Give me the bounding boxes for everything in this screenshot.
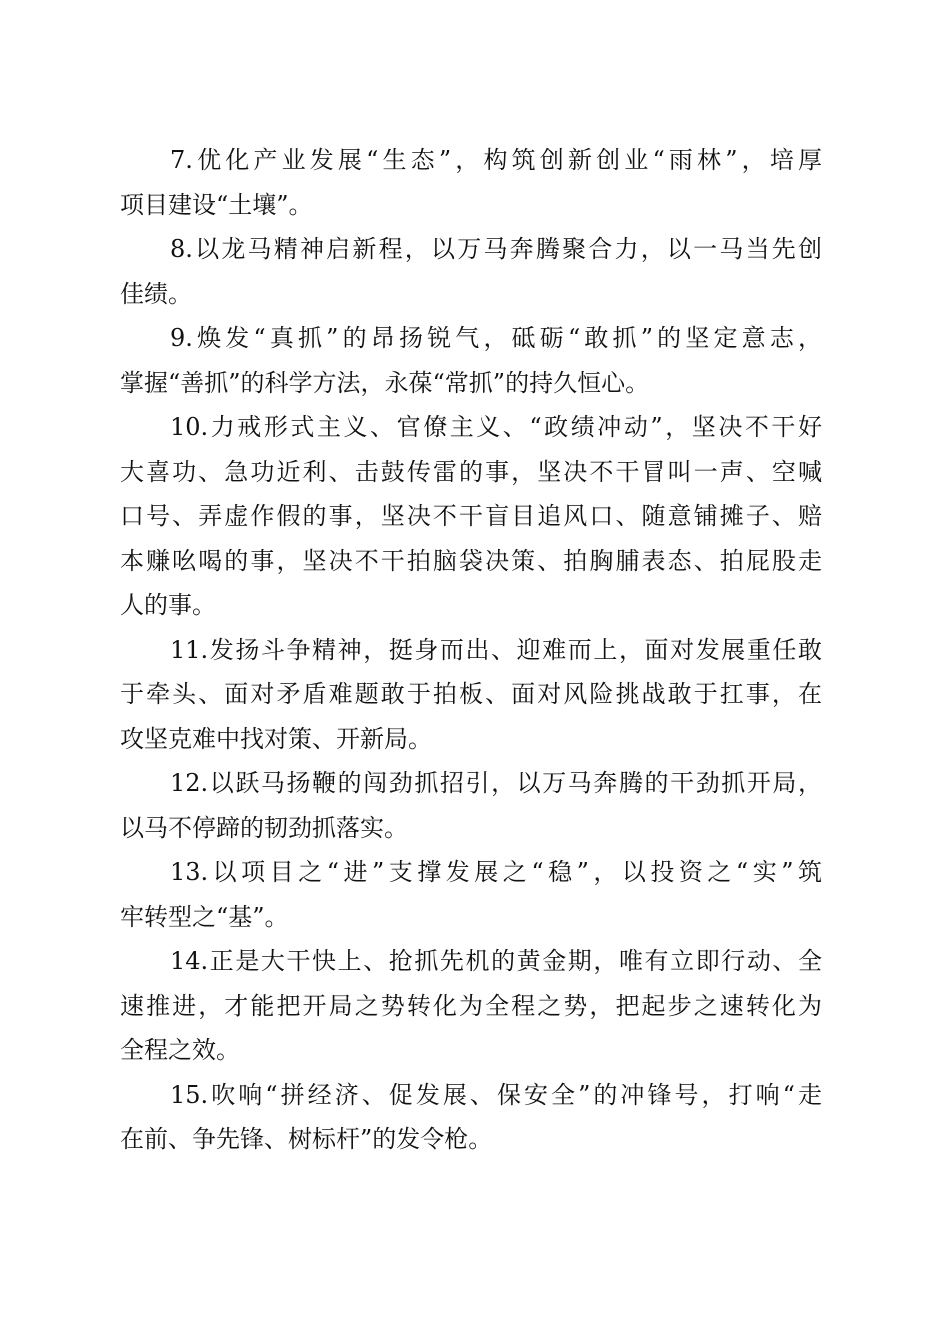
- text-line: 牢转型之“基”。: [120, 902, 289, 931]
- text-line: 掌握“善抓”的科学方法，永葆“常抓”的持久恒心。: [120, 368, 650, 397]
- paragraph: [120, 316, 822, 405]
- text-line: 大喜功、急功近利、击鼓传雷的事，坚决不干冒叫一声、空喊: [120, 457, 822, 486]
- paragraph: [120, 628, 822, 762]
- text-line: 以马不停蹄的韧劲抓落实。: [120, 813, 408, 842]
- paragraph: [120, 138, 822, 227]
- document-page: [120, 138, 822, 1162]
- paragraph: [120, 227, 822, 316]
- paragraph: [120, 850, 822, 939]
- text-line: 14.正是大干快上、抢抓先机的黄金期，唯有立即行动、全: [170, 947, 822, 975]
- text-line: 9.焕发“真抓”的昂扬锐气，砥砺“敢抓”的坚定意志，: [170, 324, 822, 352]
- text-line: 于牵头、面对矛盾难题敢于拍板、面对风险挑战敢于扛事，在: [120, 680, 822, 708]
- text-line: 人的事。: [120, 591, 216, 619]
- text-line: 13.以项目之“进”支撑发展之“稳”，以投资之“实”筑: [170, 858, 822, 886]
- text-line: 在前、争先锋、树标杆”的发令枪。: [120, 1125, 493, 1153]
- text-line: 口号、弄虚作假的事，坚决不干盲目追风口、随意铺摊子、赔: [120, 502, 822, 530]
- text-line: 12.以跃马扬鞭的闯劲抓招引，以万马奔腾的干劲抓开局，: [170, 769, 822, 797]
- text-line: 全程之效。: [120, 1036, 240, 1064]
- text-line: 佳绩。: [120, 279, 192, 308]
- text-line: 本赚吆喝的事，坚决不干拍脑袋决策、拍胸脯表态、拍屁股走: [120, 546, 822, 575]
- text-line: 7.优化产业发展“生态”，构筑创新创业“雨林”，培厚: [170, 146, 822, 174]
- paragraph: [120, 939, 822, 1073]
- paragraph: [120, 761, 822, 850]
- text-line: 速推进，才能把开局之势转化为全程之势，把起步之速转化为: [120, 991, 822, 1020]
- paragraph: [120, 405, 822, 628]
- paragraph: [120, 1073, 822, 1162]
- text-line: 15.吹响“拼经济、促发展、保安全”的冲锋号，打响“走: [170, 1080, 822, 1109]
- text-line: 8.以龙马精神启新程，以万马奔腾聚合力，以一马当先创: [170, 235, 822, 263]
- text-line: 11.发扬斗争精神，挺身而出、迎难而上，面对发展重任敢: [170, 635, 822, 664]
- text-line: 攻坚克难中找对策、开新局。: [120, 724, 432, 753]
- text-line: 项目建设“土壤”。: [120, 190, 313, 219]
- text-line: 10.力戒形式主义、官僚主义、“政绩冲动”，坚决不干好: [170, 413, 822, 441]
